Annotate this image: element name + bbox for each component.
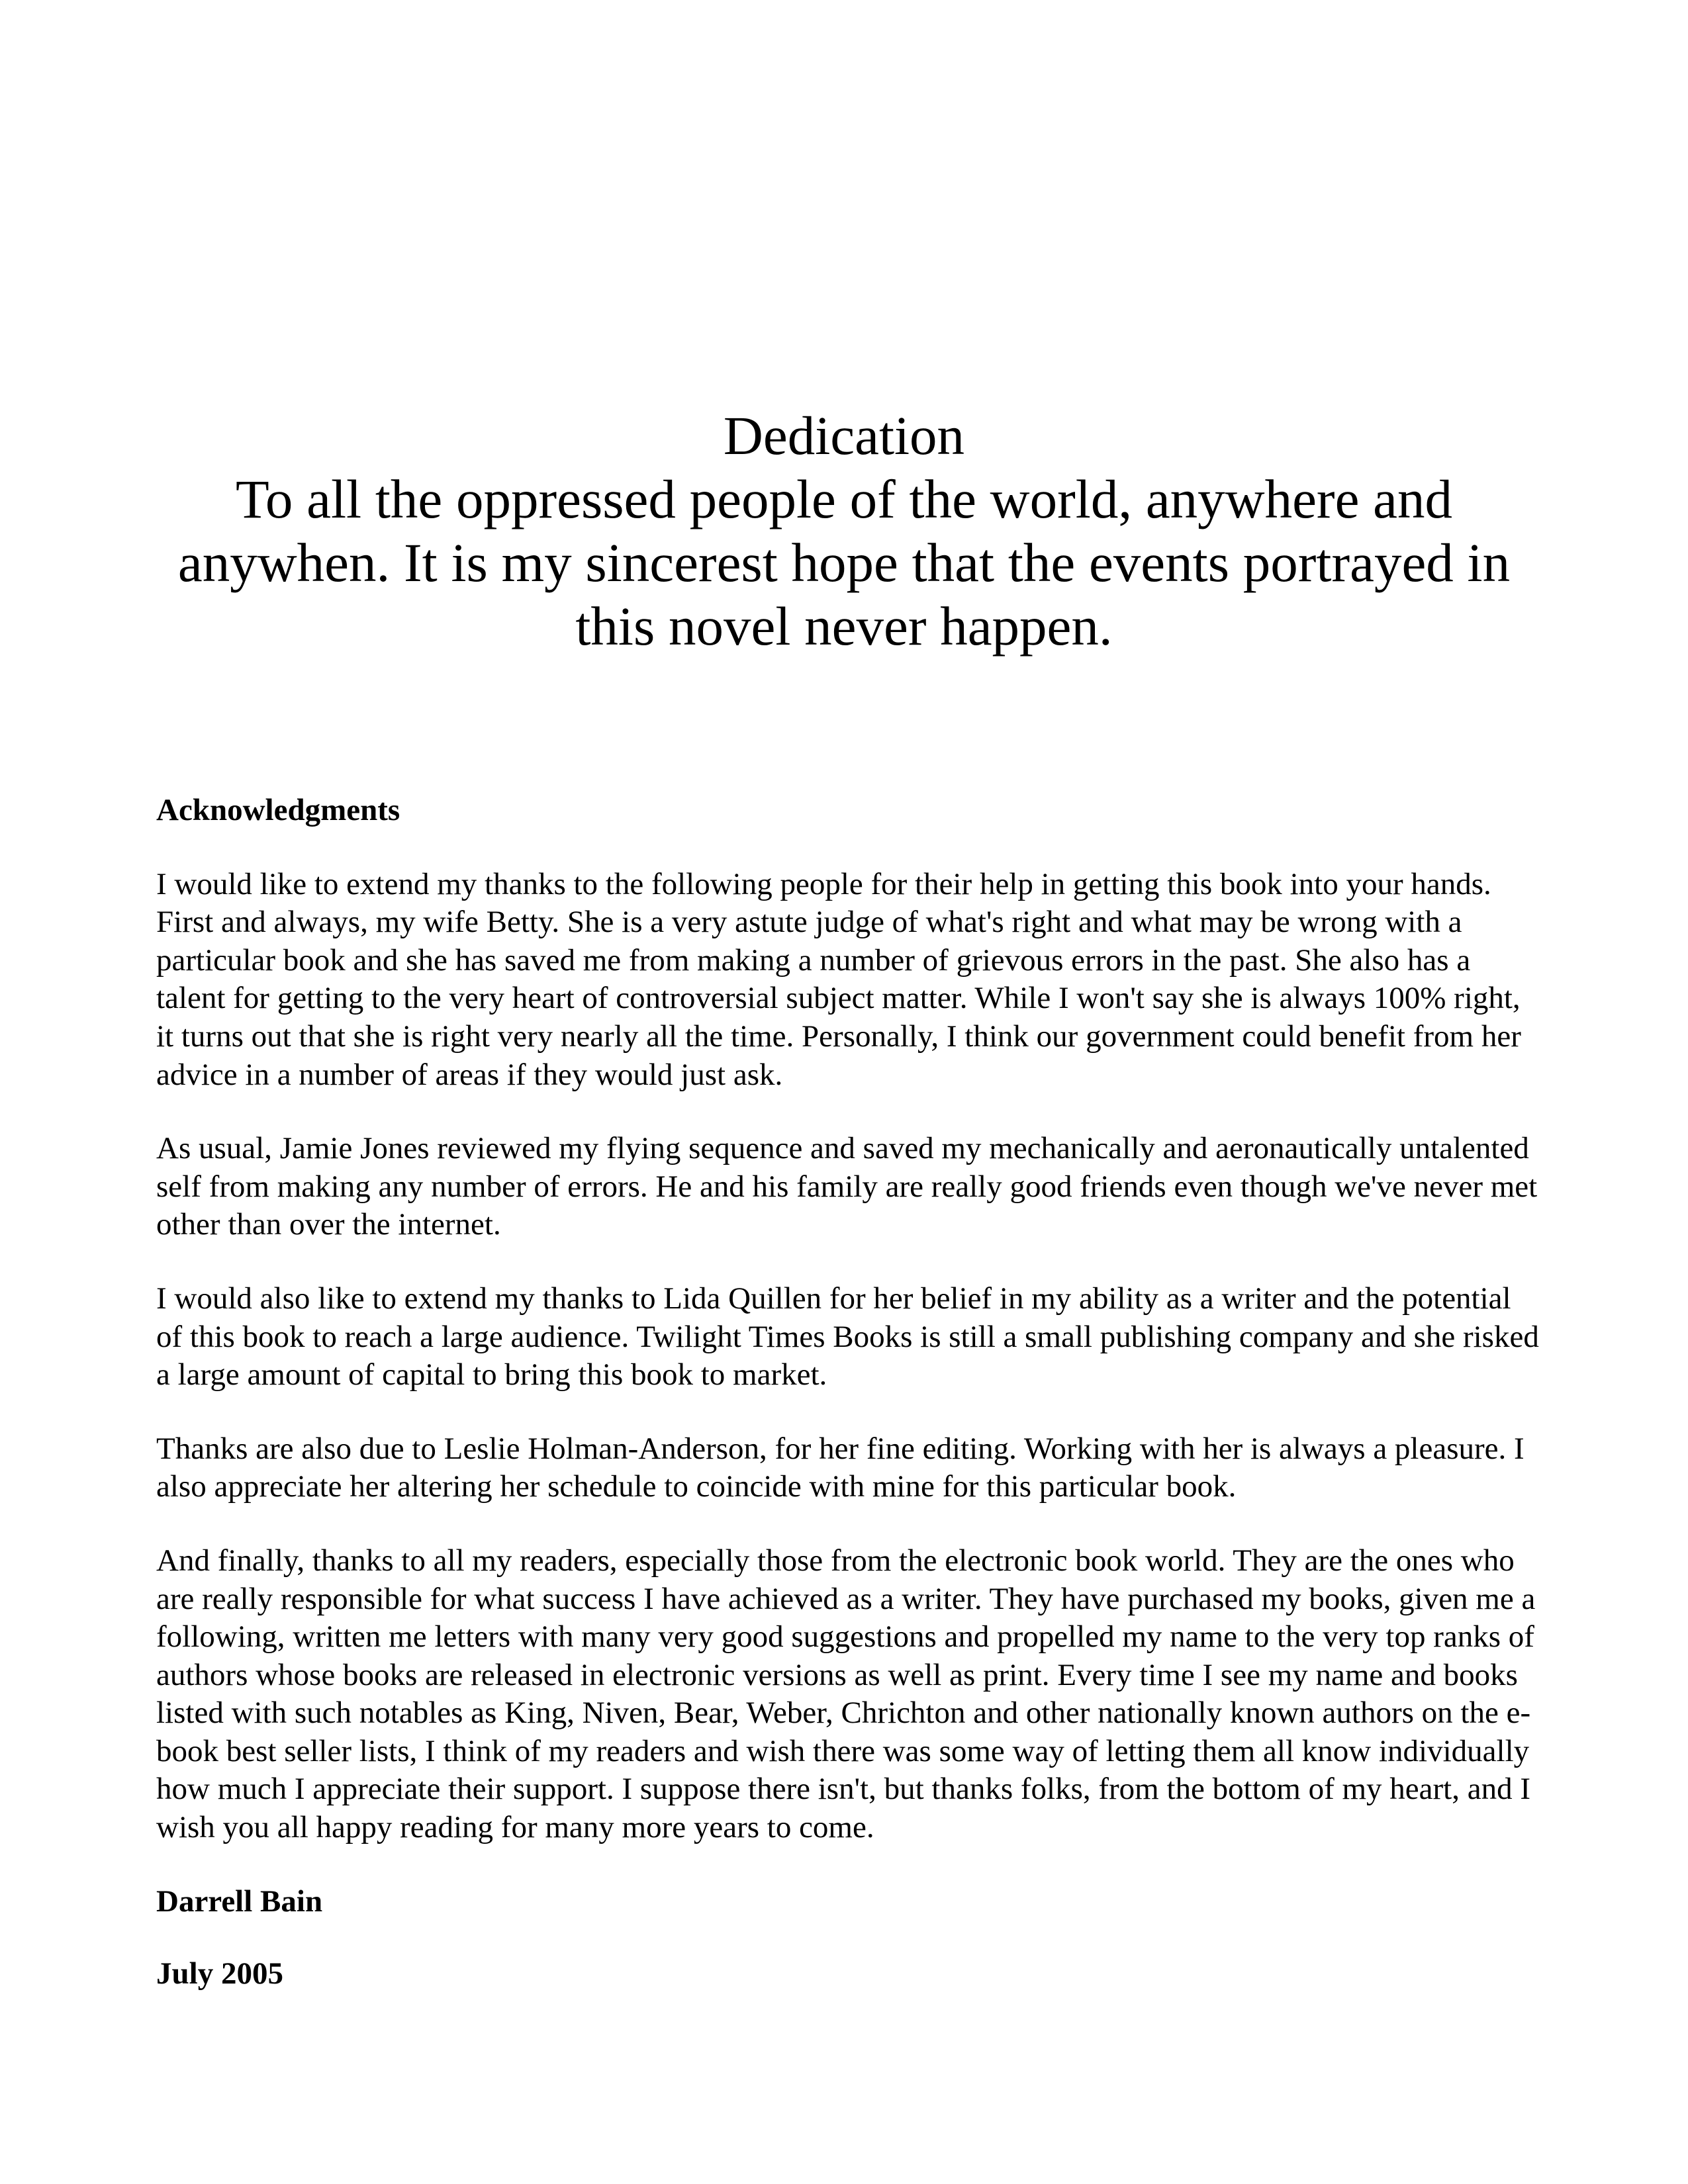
acknowledgments-paragraph-2: As usual, Jamie Jones reviewed my flying sequence and saved my mechanically and aeronautically untalented self from making any number of errors. He and his family are really good friends even though we've never met other than over the internet. <box>156 1131 1538 1242</box>
dedication-text: To all the oppressed people of the world, anywhere and anywhen. It is my sincerest hope that the events portrayed in this novel never happen. <box>177 469 1511 657</box>
acknowledgments-paragraph-3: I would also like to extend my thanks to Lida Quillen for her belief in my ability as a writer and the potential of this book to reach a large audience. Twilight Times Books is still a small publishing company and she risked a large amount of capital to bring this book to market. <box>156 1281 1539 1392</box>
author-signature: Darrell Bain <box>156 1884 323 1919</box>
acknowledgments-paragraph-1: I would like to extend my thanks to the following people for their help in getting this book into your hands. First and always, my wife Betty. She is a very astute judge of what's right and what may be wrong with a particular book and she has saved me from making a number of grievous errors in the past. She also has a talent for getting to the very heart of controversial subject matter. While I won't say she is always 100% right, it turns out that she is right very nearly all the time. Personally, I think our government could benefit from her advice in a number of areas if they would just ask. <box>156 866 1521 1092</box>
dedication-section <box>159 404 1529 658</box>
acknowledgments-paragraph-4: Thanks are also due to Leslie Holman-Anderson, for her fine editing. Working with her is always a pleasure. I also appreciate her altering her schedule to coincide with mine for this particular book. <box>156 1431 1524 1504</box>
acknowledgments-heading: Acknowledgments <box>156 793 400 827</box>
signature-date: July 2005 <box>156 1956 283 1991</box>
acknowledgments-paragraph-5: And finally, thanks to all my readers, especially those from the electronic book world. They are the ones who are really responsible for what success I have achieved as a writer. They have purchased my books, given me a following, written me letters with many very good suggestions and propelled my name to the very top ranks of authors whose books are released in electronic versions as well as print. Every time I see my name and books listed with such notables as King, Niven, Bear, Weber, Chrichton and other nationally known authors on the e-book best seller lists, I think of my readers and wish there was some way of letting them all know individually how much I appreciate their support. I suppose there isn't, but thanks folks, from the bottom of my heart, and I wish you all happy reading for many more years to come. <box>156 1543 1536 1845</box>
acknowledgments-section <box>156 792 1540 2028</box>
dedication-title: Dedication <box>723 405 965 466</box>
